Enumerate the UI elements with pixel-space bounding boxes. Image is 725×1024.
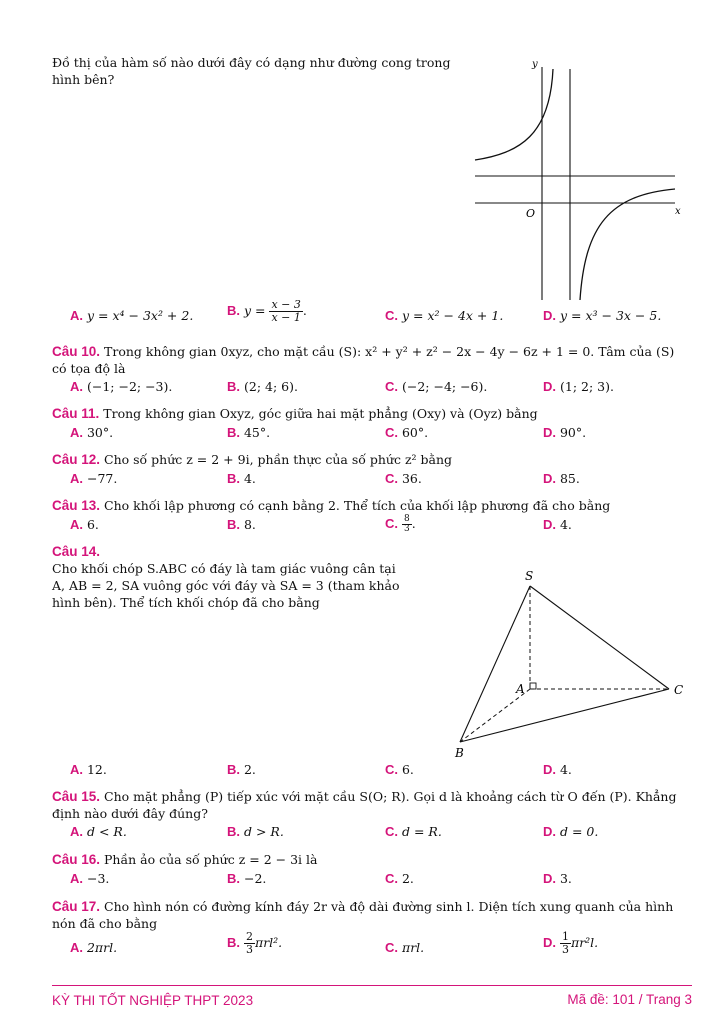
q13-stem xyxy=(52,497,697,514)
option-label: A. xyxy=(70,517,83,532)
vertex-a-label: A xyxy=(516,682,525,696)
option-text: (2; 4; 6). xyxy=(243,379,298,394)
q15-stem xyxy=(52,788,697,822)
q9-stem-line1: Đồ thị của hàm số nào dưới đây có dạng như đường cong trong xyxy=(52,55,451,70)
q13-options xyxy=(70,514,710,537)
q14-option-d[interactable] xyxy=(543,762,572,777)
q10-stem xyxy=(52,343,697,377)
q14-label: Câu 14. xyxy=(52,544,101,559)
q17-options xyxy=(70,930,710,960)
edge-ab xyxy=(460,689,530,742)
q17-option-a[interactable] xyxy=(70,940,117,955)
option-label: D. xyxy=(543,871,556,886)
q16-option-a[interactable] xyxy=(70,871,109,886)
q15-options xyxy=(70,824,710,844)
q12-stem xyxy=(52,451,697,468)
option-label: C. xyxy=(385,425,398,440)
fraction-numerator: 2 xyxy=(245,930,253,943)
option-label: B. xyxy=(227,425,240,440)
option-text: (−2; −4; −6). xyxy=(401,379,488,394)
option-label: B. xyxy=(227,517,240,532)
option-text-suffix: πr²l. xyxy=(570,935,599,950)
option-text: d < R. xyxy=(86,824,127,839)
q16-option-c[interactable] xyxy=(385,871,414,886)
option-label: B. xyxy=(227,379,240,394)
option-label: A. xyxy=(70,940,83,955)
q11-option-a[interactable] xyxy=(70,425,113,440)
q12-options xyxy=(70,471,710,491)
option-text: 6. xyxy=(86,517,99,532)
fraction-numerator: 8 xyxy=(403,514,410,524)
option-text: d = R. xyxy=(401,824,442,839)
q14-stem-line2: A, AB = 2, SA vuông góc với đáy và SA = 3 (tham khảo xyxy=(52,578,400,593)
q14-pyramid-figure xyxy=(450,565,695,760)
q11-stem-text: Trong không gian Oxyz, góc giữa hai mặt phẳng (Oxy) và (Oyz) bằng xyxy=(103,406,538,421)
q16-option-b[interactable] xyxy=(227,871,266,886)
option-label: D. xyxy=(543,762,556,777)
q17-stem-line1: Cho hình nón có đường kính đáy 2r và độ dài đường sinh l. Diện tích xung quanh của hình xyxy=(104,899,674,914)
footer-divider xyxy=(52,985,692,986)
fraction-denominator: 3 xyxy=(403,524,410,534)
option-label: B. xyxy=(227,303,240,318)
q12-option-a[interactable] xyxy=(70,471,117,486)
q14-option-b[interactable] xyxy=(227,762,256,777)
option-label: B. xyxy=(227,471,240,486)
option-label: D. xyxy=(543,471,556,486)
option-text: y = x² − 4x + 1. xyxy=(401,308,504,323)
q14-option-a[interactable] xyxy=(70,762,107,777)
option-label: C. xyxy=(385,308,398,323)
option-label: C. xyxy=(385,516,398,531)
option-text: y = x⁴ − 3x² + 2. xyxy=(86,308,194,323)
q12-option-d[interactable] xyxy=(543,471,580,486)
fraction-denominator: 3 xyxy=(561,943,569,956)
q17-option-b[interactable] xyxy=(227,931,282,956)
q15-stem-line2: định nào dưới đây đúng? xyxy=(52,806,208,821)
option-text-prefix: y = xyxy=(243,303,266,318)
q10-options xyxy=(70,379,710,399)
option-text: 2πrl. xyxy=(86,940,118,955)
q13-option-b[interactable] xyxy=(227,517,256,532)
footer-exam-title: KỲ THI TỐT NGHIỆP THPT 2023 xyxy=(52,993,254,1008)
q17-option-c[interactable] xyxy=(385,940,424,955)
option-label: A. xyxy=(70,824,83,839)
q11-option-c[interactable] xyxy=(385,425,428,440)
option-label: D. xyxy=(543,425,556,440)
option-label: D. xyxy=(543,935,556,950)
q11-label: Câu 11. xyxy=(52,406,100,421)
option-text-suffix: πrl². xyxy=(254,935,283,950)
q13-stem-text: Cho khối lập phương có cạnh bằng 2. Thể tích của khối lập phương đã cho bằng xyxy=(104,498,611,513)
q15-option-c[interactable] xyxy=(385,824,442,839)
q10-option-c[interactable] xyxy=(385,379,487,394)
q16-label: Câu 16. xyxy=(52,852,101,867)
fraction-numerator: x − 3 xyxy=(271,298,301,311)
option-text: (1; 2; 3). xyxy=(559,379,614,394)
q14-stem-line1: Cho khối chóp S.ABC có đáy là tam giác vuông cân tại xyxy=(52,561,396,576)
option-label: A. xyxy=(70,471,83,486)
option-text: 2. xyxy=(243,762,256,777)
option-text: 8. xyxy=(243,517,256,532)
q10-stem-line1: Trong không gian 0xyz, cho mặt cầu (S): x² + y² + z² − 2x − 4y − 6z + 1 = 0. Tâm của (S) xyxy=(104,344,675,359)
option-label: A. xyxy=(70,308,83,323)
q15-option-d[interactable] xyxy=(543,824,598,839)
option-text: y = x³ − 3x − 5. xyxy=(559,308,662,323)
option-text: πrl. xyxy=(401,940,425,955)
q11-option-b[interactable] xyxy=(227,425,270,440)
edge-sb xyxy=(460,586,530,742)
option-label: A. xyxy=(70,871,83,886)
option-label: A. xyxy=(70,379,83,394)
q15-stem-line1: Cho mặt phẳng (P) tiếp xúc với mặt cầu S(O; R). Gọi d là khoảng cách từ O đến (P). Khẳng xyxy=(104,789,677,804)
q11-options xyxy=(70,425,710,445)
q9-option-a[interactable] xyxy=(70,308,193,323)
option-text: −77. xyxy=(86,471,118,486)
q9-x-label: x xyxy=(675,206,681,217)
q9-graph xyxy=(470,55,690,305)
q10-stem-line2: có tọa độ là xyxy=(52,361,126,376)
option-label: C. xyxy=(385,940,398,955)
q10-option-d[interactable] xyxy=(543,379,614,394)
option-text: d = 0. xyxy=(559,824,599,839)
q9-origin-label: O xyxy=(526,207,536,220)
q14-stem-line3: hình bên). Thể tích khối chóp đã cho bằng xyxy=(52,595,320,610)
option-fraction xyxy=(244,931,255,956)
option-text: −2. xyxy=(243,871,267,886)
option-text: (−1; −2; −3). xyxy=(86,379,173,394)
q10-option-a[interactable] xyxy=(70,379,172,394)
q9-option-c[interactable] xyxy=(385,308,503,323)
option-text: 30°. xyxy=(86,425,114,440)
q17-label: Câu 17. xyxy=(52,899,101,914)
option-label: C. xyxy=(385,762,398,777)
edge-bc xyxy=(460,689,669,742)
option-text: 2. xyxy=(401,871,414,886)
q9-curve-right-branch xyxy=(580,189,675,300)
option-label: D. xyxy=(543,824,556,839)
q9-options xyxy=(70,298,710,328)
option-text: 4. xyxy=(243,471,256,486)
option-label: B. xyxy=(227,935,240,950)
q16-options xyxy=(70,871,710,891)
q14-options xyxy=(70,762,710,782)
q11-option-d[interactable] xyxy=(543,425,586,440)
option-label: D. xyxy=(543,308,556,323)
option-text: 90°. xyxy=(559,425,587,440)
vertex-s-label: S xyxy=(525,569,534,583)
option-label: B. xyxy=(227,871,240,886)
q17-option-d[interactable] xyxy=(543,931,598,956)
q14-stem xyxy=(52,543,442,611)
option-label: A. xyxy=(70,425,83,440)
option-text: 4. xyxy=(559,762,572,777)
option-label: C. xyxy=(385,379,398,394)
option-label: A. xyxy=(70,762,83,777)
q12-stem-text: Cho số phức z = 2 + 9i, phần thực của số phức z² bằng xyxy=(104,452,453,467)
q10-label: Câu 10. xyxy=(52,344,101,359)
q16-stem xyxy=(52,851,697,868)
option-text: 36. xyxy=(401,471,422,486)
q9-y-label: y xyxy=(532,59,538,70)
option-text-suffix: . xyxy=(411,516,416,531)
q15-option-b[interactable] xyxy=(227,824,284,839)
option-label: C. xyxy=(385,471,398,486)
option-text: 85. xyxy=(559,471,580,486)
edge-sc xyxy=(530,586,669,689)
option-fraction xyxy=(269,299,302,324)
q12-option-c[interactable] xyxy=(385,471,422,486)
option-text: 45°. xyxy=(243,425,271,440)
q9-stem-line2: hình bên? xyxy=(52,72,115,87)
option-text: 6. xyxy=(401,762,414,777)
q16-stem-text: Phần ảo của số phức z = 2 − 3i là xyxy=(104,852,318,867)
fraction-numerator: 1 xyxy=(561,930,569,943)
q11-stem xyxy=(52,405,697,422)
option-fraction xyxy=(560,931,571,956)
footer-page-code: Mã đề: 101 / Trang 3 xyxy=(567,992,692,1007)
option-text-suffix: . xyxy=(302,303,307,318)
option-label: D. xyxy=(543,379,556,394)
q9-curve-left-branch xyxy=(475,69,553,160)
q9-stem xyxy=(52,54,462,88)
option-label: B. xyxy=(227,762,240,777)
q13-option-d[interactable] xyxy=(543,517,572,532)
option-text: 3. xyxy=(559,871,572,886)
option-label: B. xyxy=(227,824,240,839)
option-fraction xyxy=(402,515,412,534)
q13-option-a[interactable] xyxy=(70,517,99,532)
q17-stem-line2: nón đã cho bằng xyxy=(52,916,158,931)
q14-option-c[interactable] xyxy=(385,762,414,777)
q9-option-d[interactable] xyxy=(543,308,661,323)
option-text: 4. xyxy=(559,517,572,532)
q15-label: Câu 15. xyxy=(52,789,101,804)
vertex-b-label: B xyxy=(455,746,464,760)
option-text: d > R. xyxy=(243,824,284,839)
q17-stem xyxy=(52,898,697,932)
vertex-c-label: C xyxy=(674,683,684,697)
option-label: D. xyxy=(543,517,556,532)
q13-label: Câu 13. xyxy=(52,498,101,513)
q16-option-d[interactable] xyxy=(543,871,572,886)
option-label: C. xyxy=(385,824,398,839)
q9-option-b[interactable] xyxy=(227,299,307,324)
fraction-denominator: 3 xyxy=(245,943,253,956)
q15-option-a[interactable] xyxy=(70,824,127,839)
option-text: −3. xyxy=(86,871,110,886)
q12-label: Câu 12. xyxy=(52,452,101,467)
q10-option-b[interactable] xyxy=(227,379,298,394)
option-text: 60°. xyxy=(401,425,429,440)
fraction-denominator: x − 1 xyxy=(271,311,301,324)
q12-option-b[interactable] xyxy=(227,471,256,486)
q13-option-c[interactable] xyxy=(385,515,416,534)
option-text: 12. xyxy=(86,762,107,777)
option-label: C. xyxy=(385,871,398,886)
right-angle-mark xyxy=(530,683,536,689)
